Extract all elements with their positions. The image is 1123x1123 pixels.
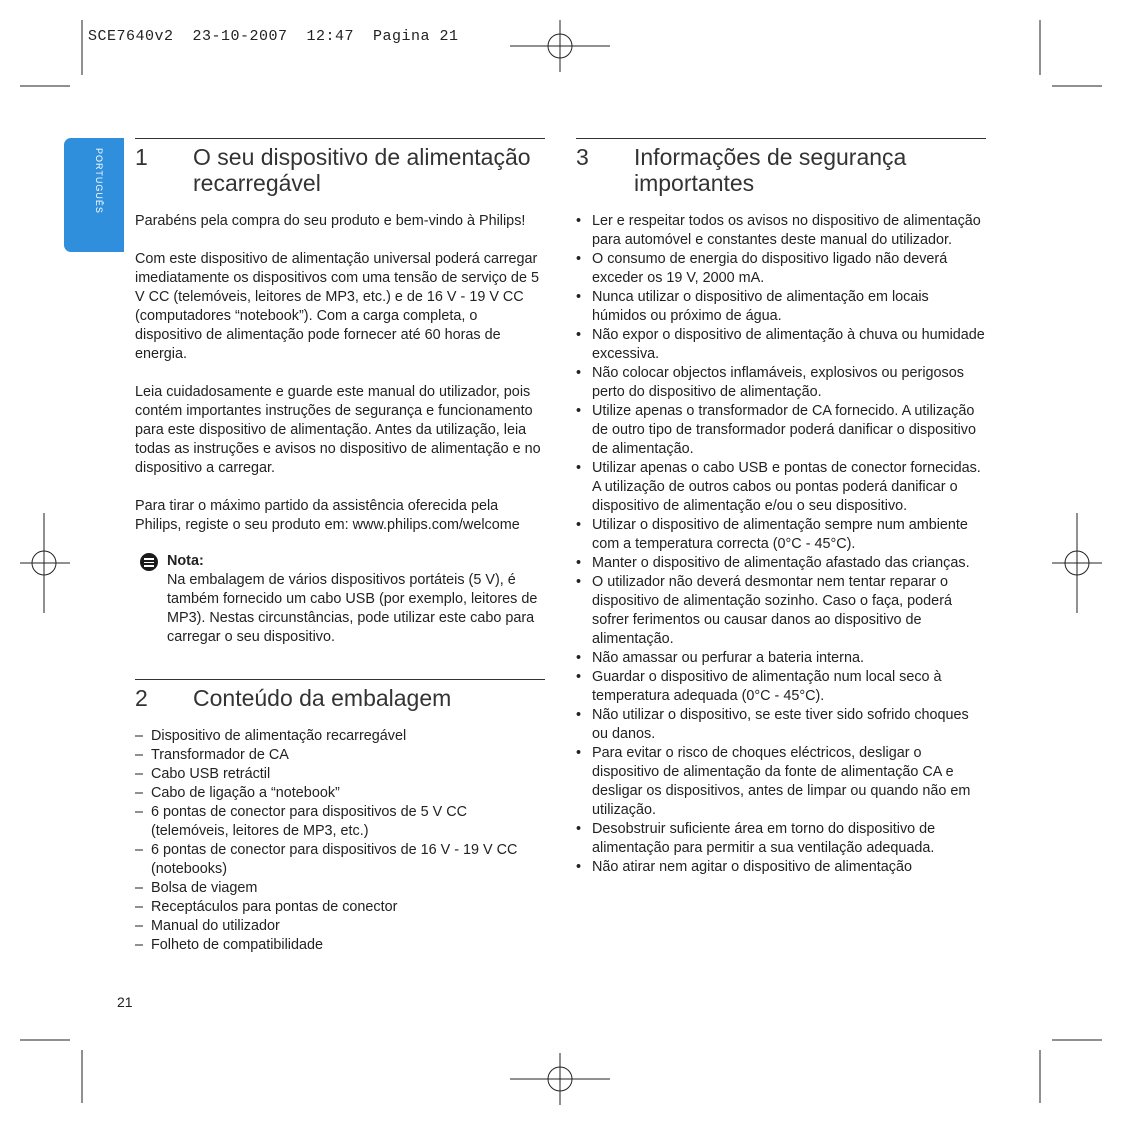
list-item: – Folheto de compatibilidade (135, 936, 545, 955)
note-text: Na embalagem de vários dispositivos portáteis (5 V), é também fornecido um cabo USB (por exemplo, leitores de MP3). Nestas circunstâncias, pode utilizar este cabo para carregar o seu dispositivo. (167, 572, 538, 645)
page-number: 21 (117, 994, 133, 1010)
section-3-title: Informações de segurança importantes (634, 144, 907, 196)
list-item: – Manual do utilizador (135, 917, 545, 936)
list-item: • O consumo de energia do dispositivo ligado não deverá exceder os 19 V, 2000 mA. (576, 250, 986, 288)
list-item: • Não atirar nem agitar o dispositivo de alimentação (576, 858, 986, 877)
registration-mark-right (1052, 513, 1102, 613)
note-label: Nota: (167, 553, 204, 569)
list-item: – Cabo USB retráctil (135, 765, 545, 784)
list-item: – 6 pontas de conector para dispositivos de 5 V CC (telemóveis, leitores de MP3, etc.) (135, 803, 545, 841)
list-item: • Não expor o dispositivo de alimentação à chuva ou humidade excessiva. (576, 326, 986, 364)
list-item: – Cabo de ligação a “notebook” (135, 784, 545, 803)
note-icon (140, 553, 158, 571)
list-item: – Bolsa de viagem (135, 879, 545, 898)
section-2-heading (135, 679, 545, 711)
list-item: • Utilize apenas o transformador de CA fornecido. A utilização de outro tipo de transformador poderá danificar o dispositivo de alimentação. (576, 402, 986, 459)
list-item: • Não utilizar o dispositivo, se este tiver sido sofrido choques ou danos. (576, 706, 986, 744)
right-column (576, 138, 986, 877)
section-1-title: O seu dispositivo de alimentação recarregável (193, 144, 531, 196)
left-column (135, 138, 545, 955)
section-1-heading (135, 138, 545, 196)
registration-mark-bottom (510, 1053, 610, 1105)
list-item: • Nunca utilizar o dispositivo de alimentação em locais húmidos ou próximo de água. (576, 288, 986, 326)
list-item: • Desobstruir suficiente área em torno do dispositivo de alimentação para permitir a sua ventilação adequada. (576, 820, 986, 858)
print-header: SCE7640v2 23-10-2007 12:47 Pagina 21 (88, 28, 459, 45)
registration-paragraph: Para tirar o máximo partido da assistência oferecida pela Philips, registe o seu produto em: www.philips.com/welcome (135, 498, 520, 533)
list-item: – Receptáculos para pontas de conector (135, 898, 545, 917)
section-3-number: 3 (576, 144, 589, 170)
list-item: • Ler e respeitar todos os avisos no dispositivo de alimentação para automóvel e constantes deste manual do utilizador. (576, 212, 986, 250)
section-3-heading (576, 138, 986, 196)
safety-read-paragraph: Leia cuidadosamente e guarde este manual do utilizador, pois contém importantes instruções de segurança e funcionamento para este dispositivo de alimentação. Antes da utilização, leia todas as instruções e avisos no dispositivo de alimentação e no dispositivo a carregar. (135, 384, 541, 476)
features-paragraph: Com este dispositivo de alimentação universal poderá carregar imediatamente os dispositivos com uma tensão de serviço de 5 V CC (telemóveis, leitores de MP3, etc.) e de 16 V - 19 V CC (computadores “notebook”). Com a carga completa, o dispositivo de alimentação pode fornecer até 60 horas de energia. (135, 251, 539, 362)
list-item: • Manter o dispositivo de alimentação afastado das crianças. (576, 554, 986, 573)
registration-mark-top (510, 20, 610, 72)
list-item: • Guardar o dispositivo de alimentação num local seco à temperatura adequada (0°C - 45°C). (576, 668, 986, 706)
language-tab (64, 138, 124, 252)
list-item: – 6 pontas de conector para dispositivos de 16 V - 19 V CC (notebooks) (135, 841, 545, 879)
registration-mark-left (20, 513, 70, 613)
package-contents-list (135, 727, 545, 955)
section-1-number: 1 (135, 144, 148, 170)
list-item: – Transformador de CA (135, 746, 545, 765)
list-item: • Não colocar objectos inflamáveis, explosivos ou perigosos perto do dispositivo de alimentação. (576, 364, 986, 402)
safety-list (576, 212, 986, 877)
list-item: • Para evitar o risco de choques eléctricos, desligar o dispositivo de alimentação da fonte de alimentação CA e desligar os dispositivos, antes de limpar ou quando não em utilização. (576, 744, 986, 820)
intro-paragraph: Parabéns pela compra do seu produto e bem-vindo à Philips! (135, 213, 526, 229)
list-item: • Utilizar apenas o cabo USB e pontas de conector fornecidas. A utilização de outros cabos ou pontas poderá danificar o dispositivo de alimentação e/ou o seu dispositivo. (576, 459, 986, 516)
language-tab-label: PORTUGUÊS (94, 148, 104, 214)
note-box (135, 552, 545, 647)
section-2-title: Conteúdo da embalagem (193, 685, 452, 711)
section-2-number: 2 (135, 685, 148, 711)
list-item: • Utilizar o dispositivo de alimentação sempre num ambiente com a temperatura correcta (0°C - 45°C). (576, 516, 986, 554)
list-item: • O utilizador não deverá desmontar nem tentar reparar o dispositivo de alimentação sozinho. Caso o faça, poderá sofrer ferimentos ou causar danos ao dispositivo de alimentação. (576, 573, 986, 649)
list-item: • Não amassar ou perfurar a bateria interna. (576, 649, 986, 668)
list-item: – Dispositivo de alimentação recarregável (135, 727, 545, 746)
